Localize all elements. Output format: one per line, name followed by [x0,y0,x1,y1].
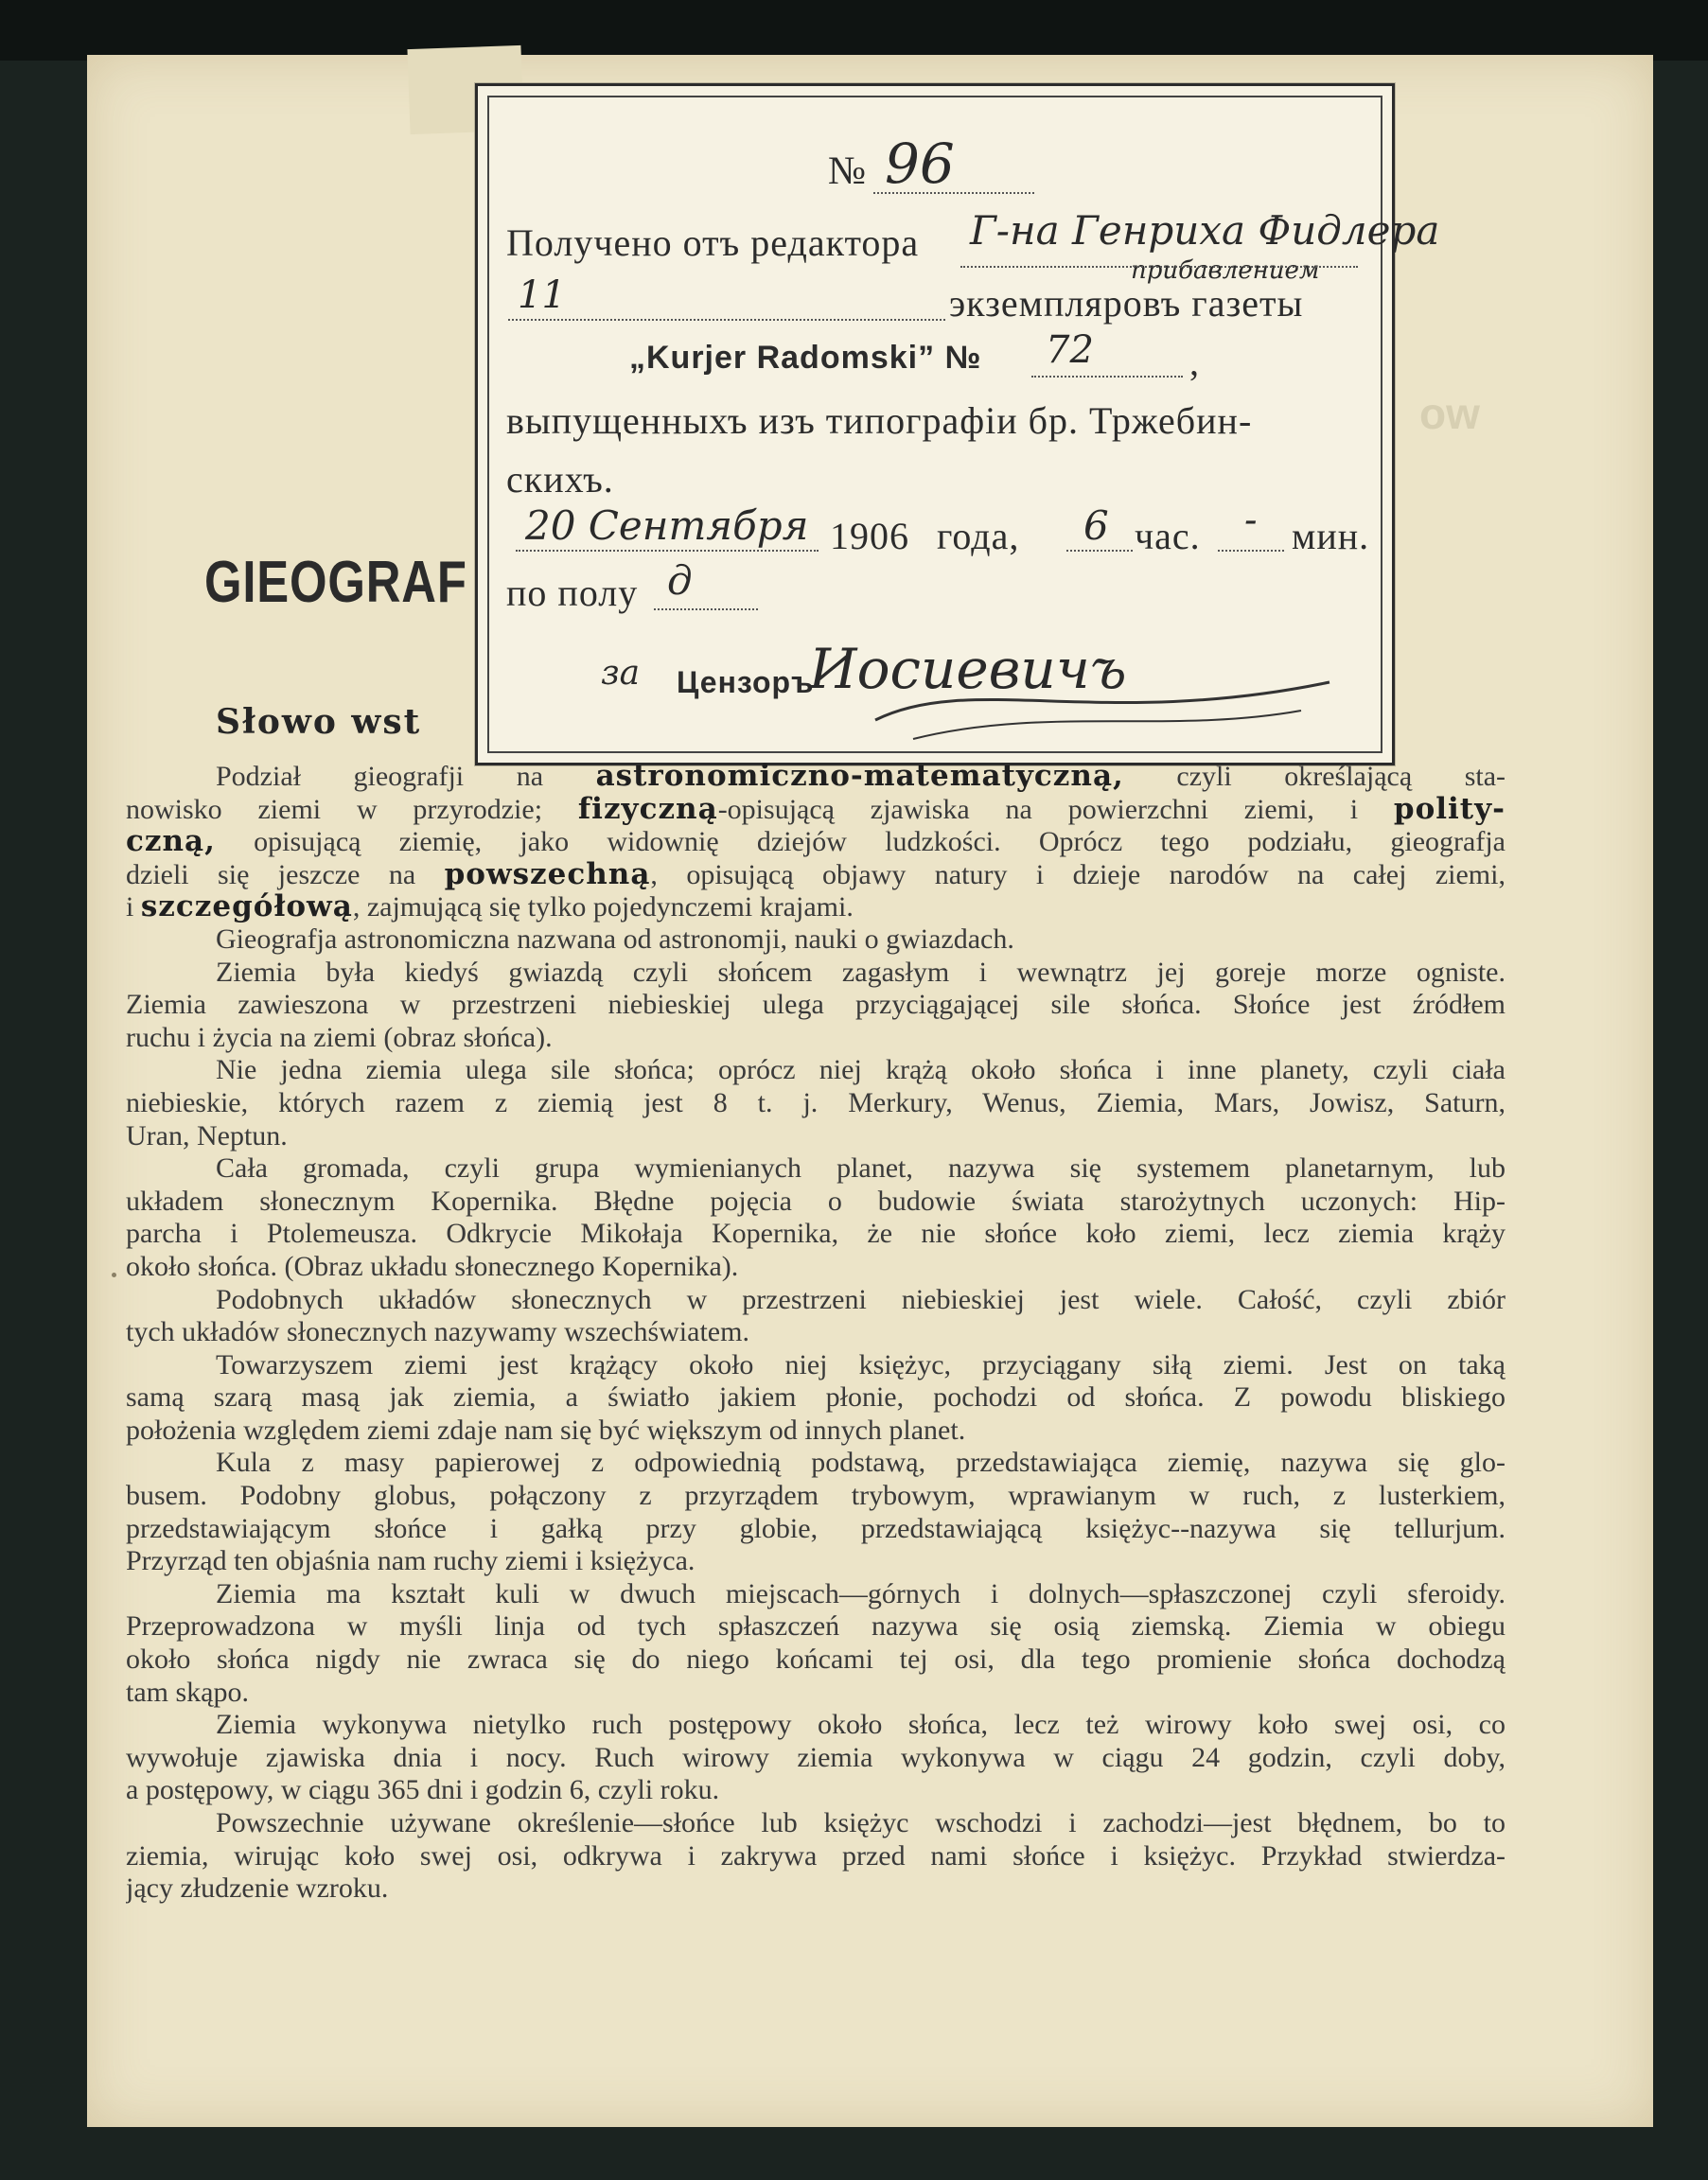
text-line [126,1022,1506,1055]
text-line [126,793,1506,826]
paragraph [126,1578,1506,1709]
received-label: Получено отъ редактора [506,221,920,264]
text-line [126,890,1506,923]
paragraph [126,1349,1506,1448]
body-text [126,760,1506,1906]
text-run: i [126,891,141,923]
text-line [126,1774,1506,1807]
paragraph [126,1054,1506,1152]
signature-flourish [856,616,1348,748]
text-run: , zajmującą się tylko pojedynczemi krajami. [352,891,854,923]
text-run: Nie jedna ziemia ulega sile słońca; oprócz niej krążą około słońca i inne planety, czyli ciała [216,1054,1506,1086]
text-run: samą szarą masą jak ziemia, a światło jakiem płonie, pochodzi od słońca. Z powodu bliskiego [126,1381,1506,1414]
bold-term: astronomiczno-matematyczną, [595,760,1124,793]
text-line [126,1349,1506,1382]
text-run: układem słonecznym Kopernika. Błędne pojęcia o budowie świata starożytnych uczonych: Hip- [126,1185,1506,1217]
year: 1906 [830,515,909,557]
text-line [126,1610,1506,1644]
faded-print: ow [1419,389,1480,438]
text-run: ziemia, wirując koło swej osi, odkrywa i zakrywa przed nami słońce i księżyc. Przykład stwierdza- [126,1839,1506,1872]
bold-term: polity- [1393,792,1506,826]
halfday-label: по полу [506,571,639,614]
text-line [126,1480,1506,1513]
minute-label: мин. [1292,515,1370,557]
text-run: Gieografja astronomiczna nazwana od astronomji, nauki o gwiazdach. [216,923,1014,955]
scan-top-edge [0,0,1708,61]
text-line [126,1054,1506,1087]
printed-line-2: скихъ. [506,458,614,501]
text-line [126,923,1506,957]
text-line [126,1251,1506,1284]
text-line [126,1644,1506,1677]
copies-label: экземпляровъ газеты [949,282,1304,325]
number-value: 96 [885,132,955,196]
text-run: parcha i Ptolemeusza. Odkrycie Mikołaja Kopernika, że nie słońce koło ziemi, lecz ziemia krąży [126,1218,1506,1250]
printed-line-1: выпущенныхъ изъ типографіи бр. Тржебин- [506,399,1253,442]
hour-label: час. [1135,515,1201,557]
text-run: Kula z masy papierowej z odpowiednią podstawą, przedstawiająca ziemię, nazywa się glo- [216,1447,1506,1479]
text-run: około słońca. (Obraz układu słonecznego Kopernika). [126,1250,739,1282]
text-line [126,1513,1506,1546]
text-run: tam skąpo. [126,1676,249,1708]
text-line [126,1087,1506,1120]
text-run: , opisującą objawy natury i dzieje narodów na całej ziemi, [650,858,1506,890]
text-run: Ziemia zawieszona w przestrzeni niebieskiej ulega przyciągającej sile słońca. Słońce jest źródłem [126,989,1506,1021]
text-run: dzieli się jeszcze na [126,858,445,890]
copies-underline [508,319,945,321]
text-line [126,1120,1506,1153]
censor-prefix: за [601,654,641,693]
text-line [126,1807,1506,1840]
text-line [126,1381,1506,1415]
bold-term: szczegółową [140,890,353,923]
text-run: około słońca nigdy nie zwraca się do niego końcami tej osi, dla tego promienie słońca dochodzą [126,1644,1506,1676]
text-run: Powszechnie używane określenie—słońce lub księżyc wschodzi i zachodzi—jest błędnem, bo to [216,1807,1506,1838]
text-run: Ziemia wykonywa nietylko ruch postępowy około słońca, lecz też wirowy koło swej osi, co [216,1709,1506,1741]
censor-stamp [475,83,1440,765]
halfday-handwriting: д [667,557,693,604]
inserted-handwriting: прибавлением [1131,256,1320,285]
bold-term: czną, [126,825,216,858]
paragraph [126,760,1506,923]
text-run: Podobnych układów słonecznych w przestrzeni niebieskiej jest wiele. Całość, czyli zbiór [216,1283,1506,1315]
text-run: jący złudzenie wzroku. [126,1872,389,1905]
text-line [126,1415,1506,1448]
newspaper-label: „Kurjer Radomski” № [629,340,982,376]
date-underline [516,550,819,552]
date-handwriting: 20 Сентября [525,502,809,549]
paper-speck [112,1273,116,1277]
text-run: Podział gieografji na [216,761,596,792]
text-run: ruchu i życia na ziemi (obraz słońca). [126,1021,553,1053]
text-run: czyli określającą sta- [1123,761,1506,792]
text-line [126,957,1506,990]
censor-label: Цензоръ [677,665,815,699]
paragraph [126,923,1506,957]
hour-handwriting: 6 [1083,502,1109,549]
text-run: nowisko ziemi w przyrodzie; [126,793,578,825]
issue-underline [1031,376,1183,378]
text-run: przedstawiającym słońce i gałką przy globie, przedstawiającą księżyc--nazywa się tellurjum. [126,1512,1506,1544]
paragraph [126,957,1506,1055]
text-line [126,858,1506,891]
text-line [126,1872,1506,1906]
text-run: położenia względem ziemi zdaje nam się być większym od innych planet. [126,1414,966,1446]
year-label: года, [937,515,1020,557]
text-run: Uran, Neptun. [126,1119,288,1152]
received-underline [960,266,1358,268]
text-line [126,1840,1506,1873]
hour-underline [1066,550,1133,552]
text-line [126,1677,1506,1710]
text-line [126,1186,1506,1219]
paragraph [126,1447,1506,1577]
text-line [126,1152,1506,1186]
number-label: № [828,149,868,193]
paragraph [126,1709,1506,1807]
paragraph [126,1807,1506,1906]
text-line [126,760,1506,793]
paragraph [126,1284,1506,1349]
text-line [126,1545,1506,1578]
text-line [126,1578,1506,1611]
minute-underline [1218,550,1284,552]
text-run: Cała gromada, czyli grupa wymienianych planet, nazywa się systemem planetarnym, lub [216,1152,1506,1185]
copies-count: 11 [518,273,566,317]
text-line [126,825,1506,858]
text-run: wywołuje zjawiska dnia i nocy. Ruch wirowy ziemia wykonywa w ciągu 24 godzin, czyli doby, [126,1741,1506,1773]
text-line [126,1284,1506,1317]
text-run: -opisującą zjawiska na powierzchni ziemi, i [717,793,1394,825]
text-line [126,1218,1506,1251]
number-underline [873,192,1034,194]
paragraph [126,1152,1506,1283]
text-run: tych układów słonecznych nazywamy wszechświatem. [126,1316,749,1348]
bold-term: powszechną [444,857,651,891]
text-run: Towarzyszem ziemi jest krążący około niej księżyc, przyciągany siłą ziemi. Jest on taką [216,1348,1506,1380]
page-heading: GIEOGRAF [204,550,467,615]
section-subheading: Słowo wst [216,702,422,742]
text-run: busem. Podobny globus, połączony z przyrządem trybowym, wprawianym w ruch, z lusterkiem, [126,1480,1506,1512]
text-run: opisującą ziemię, jako widownię dziejów ludzkości. Oprócz tego podziału, gieografja [215,826,1506,858]
text-line [126,1316,1506,1349]
text-run: Ziemia ma kształt kuli w dwuch miejscach—górnych i dolnych—spłaszczonej czyli sferoidy. [216,1577,1506,1609]
text-run: Przeprowadzona w myśli linja od tych spłaszczeń nazywa się osią ziemską. Ziemia w obiegu [126,1610,1506,1643]
halfday-underline [654,608,758,610]
text-line [126,1447,1506,1480]
text-run: Ziemia była kiedyś gwiazdą czyli słońcem zagasłym i wewnątrz jej goreje morze ogniste. [216,956,1506,988]
issue-number: 72 [1046,328,1094,372]
text-run: niebieskie, których razem z ziemią jest 8 t. j. Merkury, Wenus, Ziemia, Mars, Jowisz, Saturn, [126,1086,1506,1118]
censor-signature: Иосиевичъ [809,637,1127,701]
text-line [126,989,1506,1022]
text-line [126,1742,1506,1775]
minute-handwriting: - [1244,499,1258,542]
received-handwriting: Г-на Генриха Фидлера [970,207,1440,254]
text-run: a postępowy, w ciągu 365 dni i godzin 6, czyli roku. [126,1774,720,1806]
bold-term: fizyczną [577,792,718,826]
text-line [126,1709,1506,1742]
text-run: Przyrząd ten objaśnia nam ruchy ziemi i księżyca. [126,1545,696,1577]
issue-comma: , [1189,341,1200,383]
